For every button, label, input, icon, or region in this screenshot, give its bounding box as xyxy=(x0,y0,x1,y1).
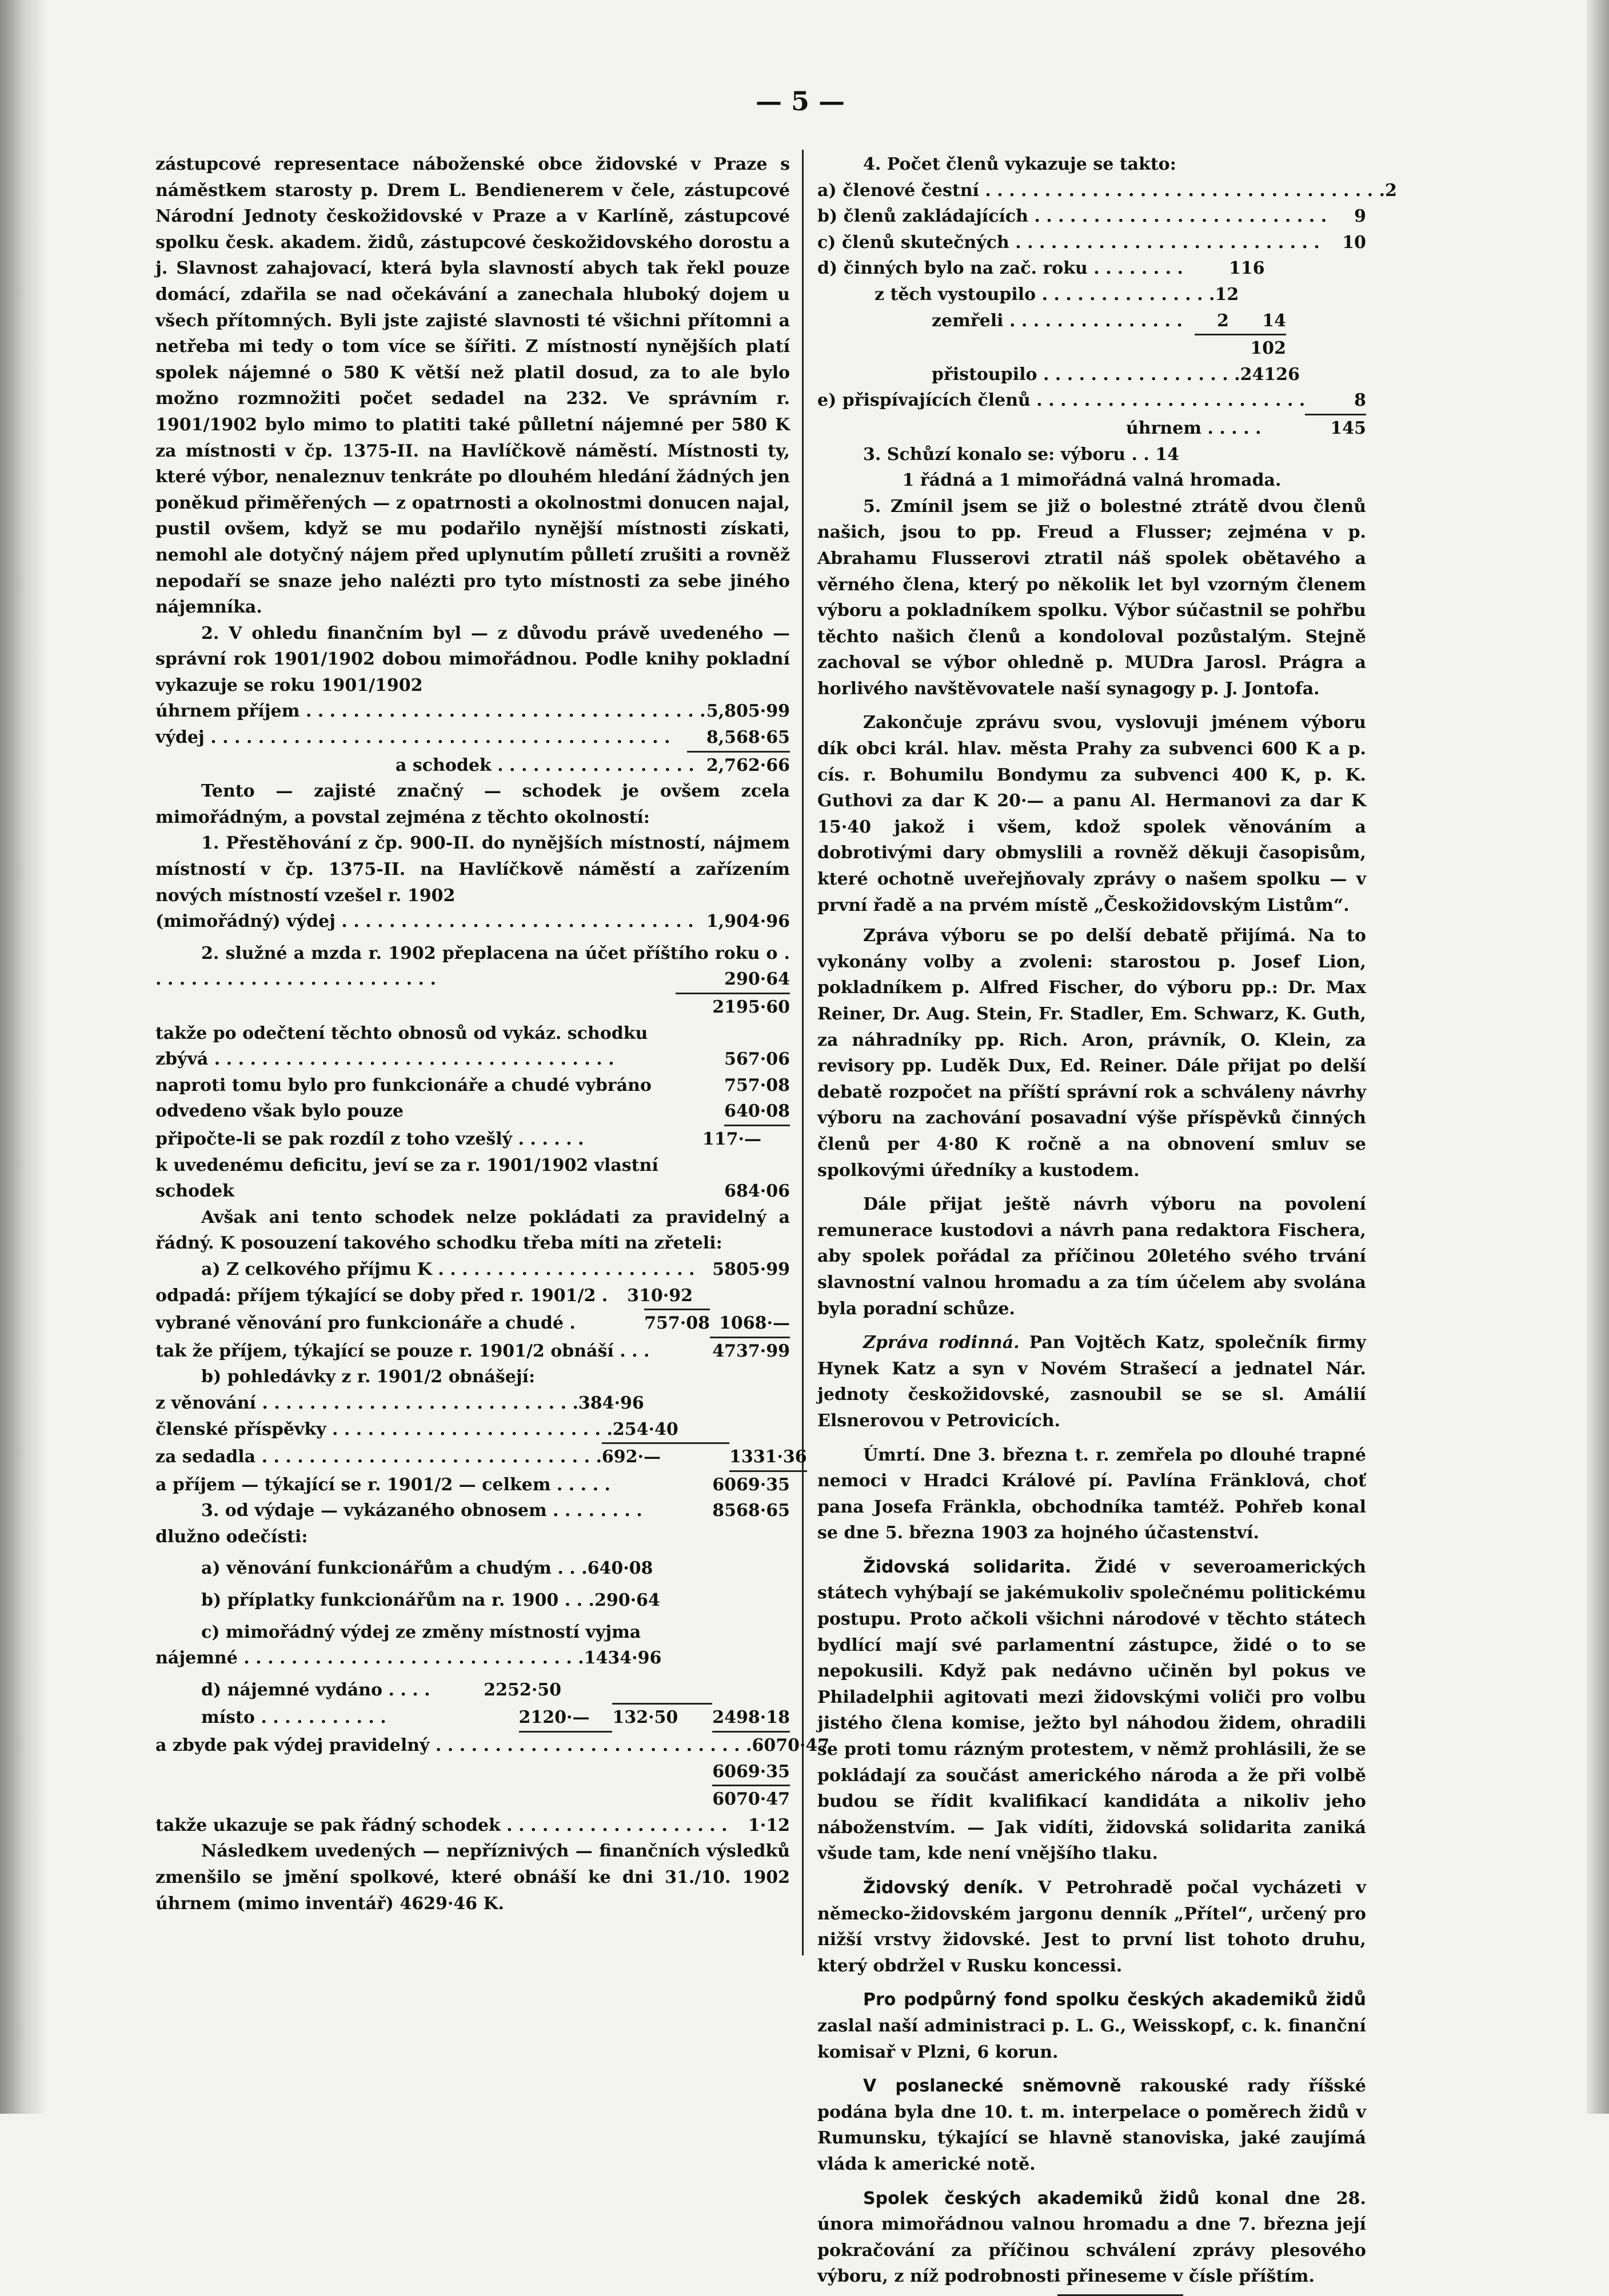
paragraph-k-uvedenemu: k uvedenému deficitu, jeví se za r. 1901/1902 vlastní xyxy=(155,1155,658,1175)
row-sum1: 2195·60 xyxy=(712,997,790,1017)
row-check2: 6070·47 xyxy=(155,1785,790,1813)
paragraph-finance: 2. V ohledu finančním byl — z důvodu právě uvedeného — správní rok 1901/1902 dobou mimořádnou. Podle knihy pokladní vykazuje se roku 1901/1902 xyxy=(155,623,790,695)
column-divider xyxy=(802,150,804,1955)
paragraph-tento: Tento — zajisté značný — schodek je ovšem zcela mimořádným, a povstal zejména z těchto okolností: xyxy=(155,781,790,827)
row-vydej: výdej . . . . . . . . . . . . . . . . . . . . . . . . . . . . . . . . . . . . . . . 8,568·65 xyxy=(155,725,790,751)
row-zemreli: zemřeli . . . . . . . . . . . . . . . 2 14 xyxy=(817,308,1366,336)
paragraph-dluzno: dlužno odečísti: xyxy=(155,1526,308,1547)
value-schodek: 2,762·66 xyxy=(706,755,790,775)
paragraph-item2: 2. služné a mzda r. 1902 přeplacena na účet příštího roku o . . . . . . . . . . . . . . . . . . . . . . . . . 290·64 xyxy=(155,943,790,990)
row-schuze: 3. Schůzí konalo se: výboru . . 14 xyxy=(863,444,1180,465)
row-cestni: a) členové čestní . . . . . . . . . . . . . . . . . . . . . . . . . . . . . . . . . . 2 xyxy=(817,180,1398,201)
paragraph-hromada: 1 řádná a 1 mimořádná valná hromada. xyxy=(902,470,1281,491)
heading-rodinna: Zpráva rodinná. xyxy=(863,1333,1020,1353)
row-odpada: odpadá: příjem týkající se doby před r. 1901/2 . 310·92 xyxy=(155,1285,693,1306)
paragraph-rodinna: Zpráva rodinná. Pan Vojtěch Katz, společník firmy Hynek Katz a syn v Novém Strašecí a jednatel Nár. jednoty českožidovské, zasnoubil se se sl. Amálií Elsnerovou v Petrovicích. xyxy=(817,1333,1366,1431)
paragraph-spolek: Spolek českých akademiků židů konal dne 28. února mimořádnou valnou hromadu a dne 7. března její pokračování za příčinou schválení zprávy plesového výboru, z níž podrobnosti přineseme v čísle příštím. xyxy=(817,2188,1366,2287)
page-number: — 5 — xyxy=(755,86,845,117)
row-schodek: a schodek . . . . . . . . . . . . . . . . . 2,762·66 xyxy=(155,753,790,779)
row-prijem: úhrnem příjem . . . . . . . . . . . . . . . . . . . . . . . . . . . . . . . . . . 5,805·99 xyxy=(155,698,790,725)
paragraph-snemovna: V poslanecké sněmovně rakouské rady říšské podána byla dne 10. t. m. interpelace o poměrech židů v Rumunsku, týkající se hlavně stanoviska, jaké zaujímá vláda k americké notě. xyxy=(817,2076,1366,2174)
heading-fond: Pro podpůrný fond spolku českých akademiků židů xyxy=(863,1990,1366,2010)
row-ca: a) věnování funkcionářům a chudým . . . 640·08 xyxy=(201,1558,653,1579)
row-cb: b) příplatky funkcionářům na r. 1900 . . . 290·64 xyxy=(201,1590,660,1611)
row-item1: (mimořádný) výdej . . . . . . . . . . . . . . . . . . . . . . . . . . . . . . 1,904·96 xyxy=(155,911,790,932)
paragraph-nasledkem: Následkem uvedených — nepříznivých — finančních výsledků zmenšilo se jmění spolkové, které obnáší ke dni 31./10. 1902 úhrnem (mimo inventář) 4629·46 K. xyxy=(155,1841,790,1914)
row-odvedeno: odvedeno však bylo pouze 640·08 xyxy=(155,1098,790,1126)
paragraph-zprava: Zpráva výboru se po delší debatě přijímá. Na to vykonány volby a zvoleni: starostou p. Josef Lion, pokladníkem p. Alfred Fischer, do výboru pp.: Dr. Max Reiner, Dr. Aug. Stein, Fr. Stadler, Em. Schwarz, K. Guth, za náhradníky pp. Rich. Aron, právník, O. Klein, za revisory pp. Luděk Dux, Ed. Reiner. Dále přijat po delší debatě rozpočet na příští správní rok a schváleny návrhy výboru na zachování posavadní výše příspěvků činných členů per 4·80 K ročně a na obnovení smluv se spolkovými úředníky a kustodem. xyxy=(817,926,1366,1181)
paragraph-slavnost: zástupcové representace náboženské obce židovské v Praze s náměstkem starosty p. Drem L. Bendienerem v čele, zástupcové Národní Jednoty českožidovské v Praze a v Karlíně, zástupcové spolku česk. akadem. židů, zástupcové českožidovského dorostu a j. Slavnost zahajovací, která byla slavností abych tak řekl pouze domácí, zdařila se nad očekávání a zanechala hluboký dojem u všech přítomných. Byli jste zajisté slavnosti té všichni přítomni a netřeba mi tedy o tom více se šířiti. Z místností nynějších platí spolek nájemné o 580 K větší než platil dosud, za to ale bylo možno rozmnožiti počet sedadel na 232. Ve správním r. 1901/1902 bylo mimo to platiti také půlletní nájemné per 580 K za místnosti v čp. 1375-II. na Havlíčkově náměstí. Místnosti ty, které výbor, nenaleznuv tenkráte po dlouhém hledání žádných jen poněkud přiměřených — z opatrnosti a okolnostmi donucen najal, pustil ovšem, když se mu podařilo nynější místnosti získati, nemohl ale dotyčný nájem před uplynutím půlletí zrušiti a rovněž nepodaří se snaze jeho nalézti pro tyto místnosti za sebe jiného nájemníka. xyxy=(155,154,790,618)
paragraph-b: b) pohledávky z r. 1901/2 obnášejí: xyxy=(201,1367,536,1387)
row-pristoupilo: přistoupilo . . . . . . . . . . . . . . . . . 24 126 xyxy=(932,364,1300,385)
heading-umrti: Úmrtí. xyxy=(863,1445,926,1465)
row-mezisoucet: 102 xyxy=(1250,338,1286,359)
heading-denik: Židovský deník. xyxy=(863,1878,1024,1898)
row-pripocte: připočte-li se pak rozdíl z toho vzešlý . . . . . . 117·— xyxy=(155,1129,761,1149)
row-c3: 3. od výdaje — vykázaného obnosem . . . . . . . . 8568·65 xyxy=(201,1501,790,1521)
row-vystoupilo: z těch vystoupilo . . . . . . . . . . . . . . . 12 xyxy=(875,284,1239,305)
row-uhrnem: úhrnem . . . . . 145 xyxy=(1126,418,1366,438)
row-venovani: z věnování . . . . . . . . . . . . . . . . . . . . . . . . . . . 384·96 xyxy=(155,1393,644,1413)
paragraph-zminil: 5. Zmínil jsem se již o bolestné ztrátě dvou členů našich, jsou to pp. Freud a Flusser; zejména v p. Abrahamu Flusserovi ztratil náš spolek obětavého a věrného člena, který po několik let byl vzorným členem výboru a pokladníkem spolku. Výbor súčastnil se pohřbu těchto našich členů a kondoloval pozůstalým. Stejně zachoval se výbor ohledně p. MUDra Jarosl. Prágra a horlivého navštěvovatele naší synagogy p. J. Jontofa. xyxy=(817,496,1366,699)
row-misto: místo . . . . . . . . . . . 2120·— 132·50 2498·18 xyxy=(155,1703,790,1733)
paragraph-cc: c) mimořádný výdej ze změny místností vyjma xyxy=(201,1622,641,1642)
row-zbyva: zbývá . . . . . . . . . . . . . . . . . . . . . . . . . . . . . . . . . . 567·06 xyxy=(155,1049,790,1070)
end-rule xyxy=(1057,2294,1183,2296)
heading-snemovna: V poslanecké sněmovně xyxy=(863,2076,1121,2097)
paragraph-avsak: Avšak ani tento schodek nelze pokládati za pravidelný a řádný. K posouzení takového schodku třeba míti na zřeteli: xyxy=(155,1207,790,1254)
row-zakladajicich: b) členů zakládajících . . . . . . . . . . . . . . . . . . . . . . . . . 9 xyxy=(817,206,1366,227)
row-clenske: členské příspěvky . . . . . . . . . . . . . . . . . . . . . . . . 254·40 xyxy=(155,1419,678,1439)
left-column xyxy=(155,151,830,1917)
row-prijem-celkem: a příjem — týkající se r. 1901/2 — celkem . . . . . 6069·35 xyxy=(155,1474,790,1495)
paragraph-fond: Pro podpůrný fond spolku českých akademiků židů zaslal naší administraci p. L. G., Weisskopf, c. k. finanční komisař v Plzni, 6 korun. xyxy=(817,1990,1366,2062)
paragraph-solidarita: Židovská solidarita. Židé v severoamerických státech vyhýbají se jakémukoliv společnému politickému postupu. Proto ačkoli všichni národové v těchto státech bydlící mají své parlamentní zástupce, židé o to se nepokusili. Když pak nedávno učiněn byl pokus ve Philadelphii agitovati mezi židovskými voliči pro volbu jistého člena komise, ježto byl náhodou židem, ohradili se proti tomu rázným protestem, v němž prohlásili, že se pokládají za součást amerického národa a že při volbě budou se řídit kvalifikací kandidáta a nikoliv jeho náboženstvím. — Jak vidíti, židovská solidarita zaniká všude tam, kde není vnějšího tlaku. xyxy=(817,1557,1366,1864)
paragraph-item1: 1. Přestěhování z čp. 900-II. do nynějších místností, nájmem místností v čp. 1375-II. na Havlíčkově náměstí a zařízením nových místností vzešel r. 1902 xyxy=(155,833,790,906)
paragraph-denik: Židovský deník. V Petrohradě počal vycházeti v německo-židovském jargonu denník „Přítel“, určený pro nižší vrstvy židovské. Jest to první list tohoto druhu, který obdržel v Rusku koncessi. xyxy=(817,1878,1366,1976)
right-column xyxy=(817,151,1398,2296)
row-skutecnych: c) členů skutečných . . . . . . . . . . . . . . . . . . . . . . . . . . 10 xyxy=(817,232,1366,253)
row-radny: takže ukazuje se pak řádný schodek . . . . . . . . . . . . . . . . . . . 1·12 xyxy=(155,1815,790,1835)
paragraph-takze: takže po odečtení těchto obnosů od vykáz. schodku xyxy=(155,1023,648,1043)
paragraph-zakoncuje: Zakončuje zprávu svou, vyslovuji jménem výboru dík obci král. hlav. města Prahy za subvenci 600 K a p. cís. r. Bohumilu Bondymu za subvenci 400 K, p. K. Guthovi za dar K 20·— a panu Al. Hermanovi za dar K 15·40 jakož i všem, kdož spolek věnováním a dobrotivými dary obmyslili a rovněž děkuji časopisům, které ochotně uveřejňovaly zprávy o našem spolku — v první řadě a na prvém místě „Českožidovským Listům“. xyxy=(817,713,1366,915)
paragraph-pocet: 4. Počet členů vykazuje se takto: xyxy=(863,154,1176,174)
heading-solidarita: Židovská solidarita. xyxy=(863,1557,1072,1577)
heading-spolek: Spolek českých akademiků židů xyxy=(863,2188,1200,2209)
paragraph-dale: Dále přijat ještě návrh výboru na povolení remunerace kustodovi a návrh pana redaktora Fischera, aby spolek pořádal za příčinou 20letého svého trvání slavnostní valnou hromadu a za tím účelem aby svolána byla poradní schůze. xyxy=(817,1194,1366,1319)
row-a: a) Z celkového příjmu K . . . . . . . . . . . . . . . . . . . . . . 5805·99 xyxy=(201,1259,790,1279)
page-edge-left xyxy=(0,0,45,2114)
row-cc: nájemné . . . . . . . . . . . . . . . . . . . . . . . . . . . . . 1434·96 xyxy=(155,1648,662,1669)
row-takze2: tak že příjem, týkající se pouze r. 1901/2 obnáší . . . 4737·99 xyxy=(155,1341,790,1361)
row-prispivajicich: e) přispívajících členů . . . . . . . . . . . . . . . . . . . . . . . 8 xyxy=(817,387,1366,415)
row-k-schodek: schodek 684·06 xyxy=(155,1181,790,1202)
paragraph-umrti: Úmrtí. Dne 3. března t. r. zemřela po dlouhé trapné nemoci v Hradci Králové pí. Pavlína Fränklová, choť pana Josefa Fränkla, obchodníka tamtéž. Pohřeb konal se dne 5. března 1903 za hojného účastenství. xyxy=(817,1445,1367,1543)
row-sedadla: za sedadla . . . . . . . . . . . . . . . . . . . . . . . . . . . . . 692·— 1331·36 xyxy=(155,1442,790,1472)
row-check1: 6069·35 xyxy=(712,1761,790,1782)
row-cd: d) nájemné vydáno . . . . 2252·50 xyxy=(201,1679,561,1700)
row-naproti: naproti tomu bylo pro funkcionáře a chudé vybráno 757·08 xyxy=(155,1075,790,1095)
value-prijem: 5,805·99 xyxy=(706,701,790,722)
row-zbyde: a zbyde pak výdej pravidelný . . . . . . . . . . . . . . . . . . . . . . . . . . . 6070·47 xyxy=(155,1735,830,1756)
value-vydej: 8,568·65 xyxy=(706,727,790,748)
row-cinnych: d) činných bylo na zač. roku . . . . . . . . 116 xyxy=(817,258,1265,279)
row-vybrane: vybrané věnování pro funkcionáře a chudé . 757·08 1068·— xyxy=(155,1309,790,1338)
page-edge-right xyxy=(1586,0,1609,2114)
